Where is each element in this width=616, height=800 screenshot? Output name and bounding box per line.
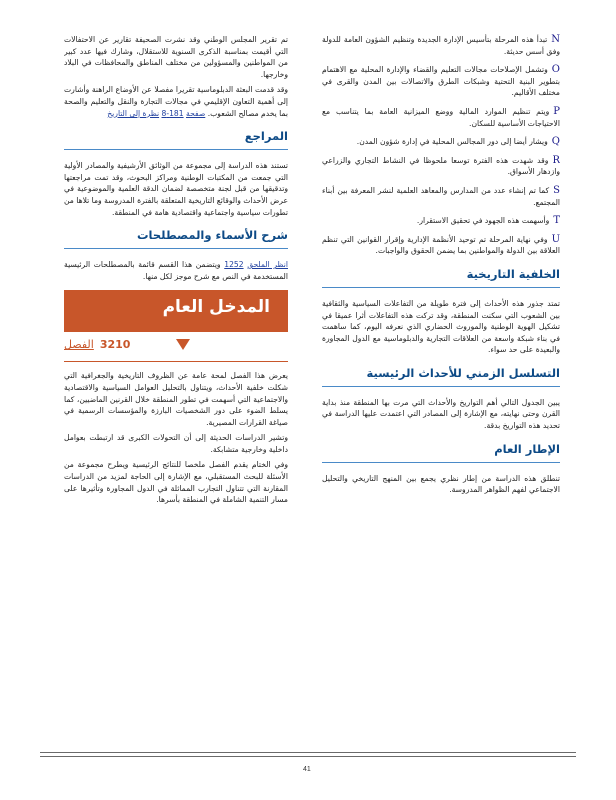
list-item <box>322 64 560 99</box>
chapter-divider <box>64 361 288 362</box>
background-paragraph: تمتد جذور هذه الأحداث إلى فترة طويلة من التفاعلات السياسية والثقافية بين الشعوب التي سكنت المنطقة، وقد تركت هذه التفاعلات أثرا عميقا في تشكيل الهوية الوطنية والموروث الحضاري الذي نعرفه اليوم، كما ساهمت في بناء شبكة واسعة من العلاقات التجارية والدبلوماسية مع الدول المجاورة والبعيدة على حد سواء. <box>322 298 560 355</box>
section-heading-framework: الإطار العام <box>494 441 560 456</box>
footer-rule-bottom <box>40 756 576 757</box>
chapter-number: 3210 <box>99 338 131 352</box>
page-number: 41 <box>303 766 311 773</box>
entry-text: وقد شهدت هذه الفترة توسعا ملحوظا في النشاط التجاري والزراعي وازدهار الأسواق. <box>322 155 560 177</box>
intro-paragraph-1: تم تقرير المجلس الوطني وقد نشرت الصحيفة تقارير عن الاحتفالات التي أقيمت بمناسبة الذكرى السنوية للاستقلال، وشارك فيها عدد كبير من المواطنين والمسؤولين من مختلف المناطق والمحافظات في البلاد وخارجها. <box>64 35 288 79</box>
entry-letter: N <box>551 34 560 45</box>
entry-letter: U <box>551 233 560 245</box>
section-heading-references: المراجع <box>244 129 288 144</box>
list-item <box>322 34 560 57</box>
terms-paragraph <box>64 259 288 282</box>
chapter-paragraph-2: وتشير الدراسات الحديثة إلى أن التحولات الكبرى قد ارتبطت بعوامل داخلية وخارجية متشابكة. <box>64 433 288 454</box>
references-paragraph: تستند هذه الدراسة إلى مجموعة من الوثائق الأرشيفية والمصادر الأولية التي جمعت من المكتبات الوطنية ومراكز البحوث، وقد تمت مراجعتها وتدقيقها من قبل لجنة متخصصة لضمان الدقة العلمية والموضوعية في عرض الأحداث والوقائع التاريخية المتعلقة بالفترة المدروسة وما تلاها من تطورات سياسية واجتماعية واقتصادية هامة في المنطقة. <box>64 161 288 217</box>
list-item <box>322 215 560 227</box>
framework-paragraph: تنطلق هذه الدراسة من إطار نظري يجمع بين المنهج التاريخي والتحليل الاجتماعي لفهم الظواهر المدروسة. <box>322 473 560 495</box>
list-item <box>322 185 560 208</box>
entry-letter: O <box>551 64 560 76</box>
entry-text: ويشار أيضا إلى دور المجالس المحلية في إدارة شؤون المدن. <box>356 137 548 147</box>
entry-text: وفي نهاية المرحلة تم توحيد الأنظمة الإدارية وإقرار القوانين التي تنظم العلاقة بين الدولة والمواطنين بما يضمن الحقوق والواجبات. <box>322 234 560 256</box>
section-heading-timeline: التسلسل الزمني للأحداث الرئيسية <box>366 365 560 380</box>
section-divider <box>64 248 288 249</box>
section-divider <box>64 149 288 150</box>
chapter-paragraph-1: يعرض هذا الفصل لمحة عامة عن الظروف التاريخية والجغرافية التي شكلت خلفية الأحداث، ويتناول بالتحليل العوامل السياسية والاقتصادية والاجتماعية التي أسهمت في تطور المنطقة خلال القرنين الماضيين، كما يسلط الضوء على دور الشخصيات البارزة والمؤسسات الرسمية في صياغة القرارات المصيرية. <box>64 371 288 427</box>
history-link[interactable]: نظرة إلى التاريخ <box>107 108 160 118</box>
list-item <box>322 106 560 129</box>
entry-letter: R <box>552 154 560 166</box>
right-column <box>322 34 560 744</box>
entry-text: تبدأ هذه المرحلة بتأسيس الإدارة الجديدة وتنظيم الشؤون العامة للدولة وفق أسس حديثة. <box>322 35 560 56</box>
intro-paragraph-2-text: وقد قدمت البعثة الدبلوماسية تقريرا مفصلا عن الأوضاع الراهنة وأشارت إلى أهمية التعاون الإقليمي في مجالات التجارة والنقل والتعليم والصحة بما يخدم مصالح الشعوب. <box>64 85 288 118</box>
list-item <box>322 136 560 148</box>
timeline-paragraph: يبين الجدول التالي أهم التواريخ والأحداث التي مرت بها المنطقة منذ بداية القرن وحتى نهايته، مع الإشارة إلى المصادر التي اعتمدت عليها الدراسة في تحديد هذه التواريخ بدقة. <box>322 397 560 431</box>
entry-letter: T <box>553 215 560 227</box>
section-heading-terms: شرح الأسماء والمصطلحات <box>137 228 288 243</box>
entry-letter: Q <box>551 136 560 148</box>
terms-paragraph-text: ويتضمن هذا القسم قائمة بالمصطلحات الرئيسية المستخدمة في النص مع شرح موجز لكل منها. <box>64 260 288 281</box>
section-divider <box>322 386 560 387</box>
ref-number[interactable]: 181-8 <box>161 108 184 118</box>
ref-label[interactable]: صفحة <box>186 108 206 118</box>
list-item <box>322 155 560 178</box>
entry-text: وأسهمت هذه الجهود في تحقيق الاستقرار. <box>416 216 550 226</box>
section-divider <box>322 462 560 463</box>
chapter-triangle-icon <box>176 339 190 350</box>
entry-text: ويتم تنظيم الموارد المالية ووضع الميزانية العامة بما يتناسب مع الاحتياجات الأساسية للسكان. <box>322 106 560 128</box>
entry-letter: S <box>553 184 560 196</box>
intro-paragraph-2 <box>64 84 288 119</box>
chapter-banner <box>64 290 288 332</box>
left-column <box>64 34 288 744</box>
entry-text: كما تم إنشاء عدد من المدارس والمعاهد العلمية لنشر المعرفة بين أبناء المجتمع. <box>322 185 560 207</box>
entry-text: وتشمل الإصلاحات مجالات التعليم والقضاء والإدارة المحلية مع الاهتمام بتطوير البنية التحتية وشبكات الطرق والاتصالات بين المدن والقرى في مختلف الأقاليم. <box>322 65 560 98</box>
footer-rule-top <box>40 752 576 753</box>
section-divider <box>322 287 560 288</box>
ref-code[interactable]: 1252 <box>224 260 244 270</box>
entry-letter: P <box>553 105 560 117</box>
chapter-title: المدخل العام <box>162 297 270 318</box>
section-heading-background: الخلفية التاريخية <box>466 266 560 281</box>
appendix-link[interactable]: انظر الملحق <box>247 260 288 270</box>
chapter-subheader <box>64 338 288 351</box>
list-item <box>322 234 560 257</box>
chapter-label[interactable]: الفصل <box>64 338 94 352</box>
chapter-paragraph-3: وفي الختام يقدم الفصل ملخصا للنتائج الرئيسية ويطرح مجموعة من الأسئلة للبحث المستقبلي، مع الإشارة إلى الحاجة لمزيد من الدراسات المقارنة التي تتناول التجارب المماثلة في الدول المجاورة وتأثيرها على مسار التنمية الشاملة في المنطقة بأسرها. <box>64 460 288 505</box>
